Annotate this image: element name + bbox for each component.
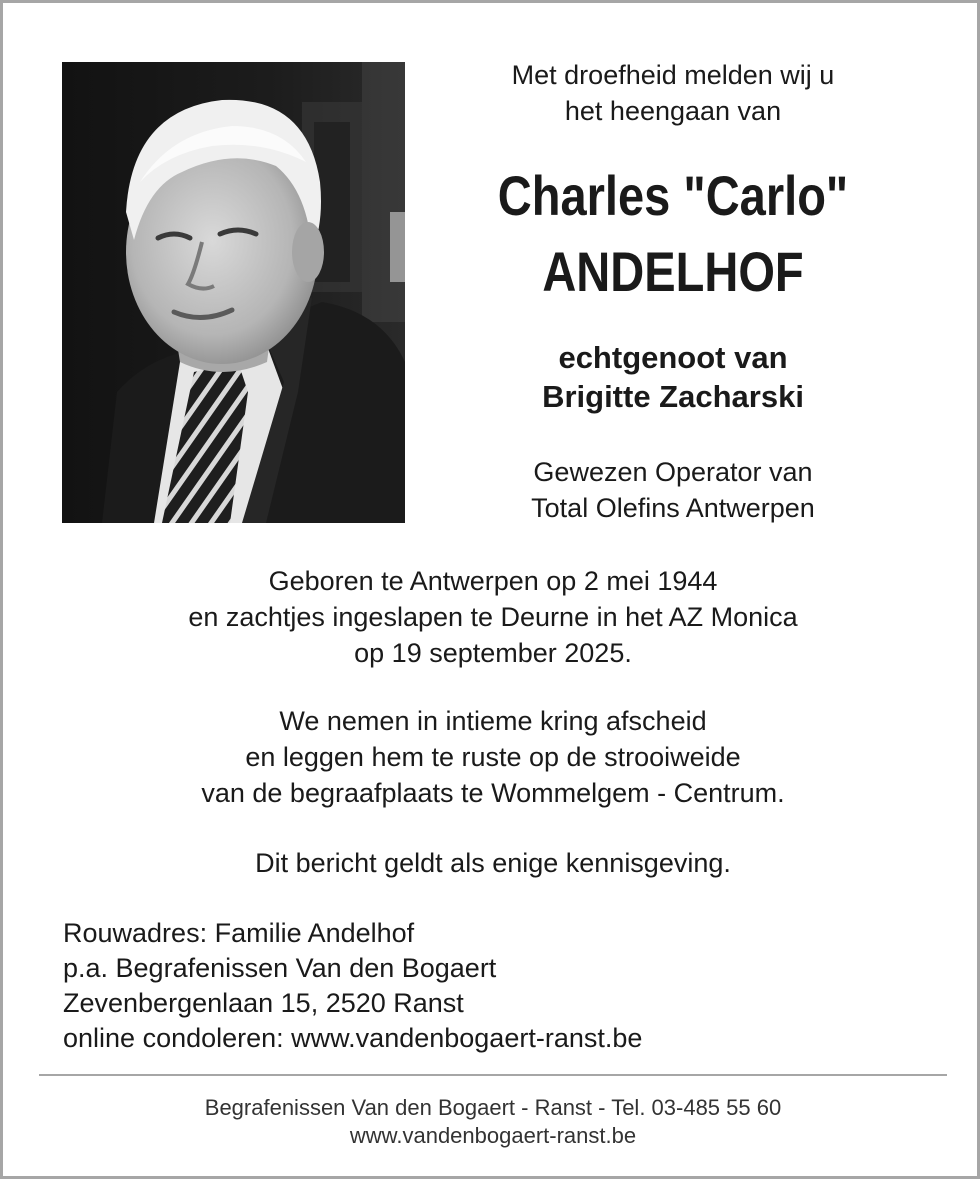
deceased-name [463, 158, 883, 310]
deceased-last-name: ANDELHOF [542, 240, 804, 303]
address-line: p.a. Begrafenissen Van den Bogaert [63, 953, 497, 983]
address-line: Rouwadres: Familie Andelhof [63, 918, 415, 948]
portrait-illustration [62, 62, 405, 523]
notice-text [3, 845, 980, 881]
intro-line: het heengaan van [564, 96, 782, 126]
condolence-label: online condoleren: [63, 1023, 292, 1053]
mourning-address [63, 916, 642, 1056]
text-line: op 19 september 2025. [354, 638, 632, 668]
condolence-link[interactable]: www.vandenbogaert-ranst.be [291, 1023, 643, 1053]
condolence-line [63, 1021, 642, 1056]
text-line: We nemen in intieme kring afscheid [279, 706, 707, 736]
spouse-name: Brigitte Zacharski [542, 379, 804, 414]
text-line: en leggen hem te ruste op de strooiweide [245, 742, 741, 772]
text-line: Geboren te Antwerpen op 2 mei 1944 [268, 566, 718, 596]
deceased-first-name: Charles "Carlo" [497, 164, 849, 227]
text-line: van de begraafplaats te Wommelgem - Centrum. [201, 778, 785, 808]
occupation-company: Total Olefins Antwerpen [531, 493, 815, 523]
spouse-relation: echtgenoot van [558, 340, 788, 375]
intro-text [423, 57, 923, 129]
footer-contact: Begrafenissen Van den Bogaert - Ranst - Tel. 03-485 55 60 [204, 1095, 782, 1120]
birth-death-text [3, 563, 980, 671]
text-line: Dit bericht geldt als enige kennisgeving. [255, 848, 731, 878]
footer-website-link[interactable]: www.vandenbogaert-ranst.be [349, 1123, 637, 1148]
occupation-title: Gewezen Operator van [533, 457, 813, 487]
occupation-info [423, 454, 923, 526]
spouse-info [423, 338, 923, 416]
portrait-photo [62, 62, 405, 523]
address-line: Zevenbergenlaan 15, 2520 Ranst [63, 988, 464, 1018]
text-line: en zachtjes ingeslapen te Deurne in het AZ Monica [188, 602, 798, 632]
divider [39, 1074, 947, 1076]
farewell-text [3, 703, 980, 811]
footer [3, 1094, 980, 1150]
intro-line: Met droefheid melden wij u [511, 60, 835, 90]
